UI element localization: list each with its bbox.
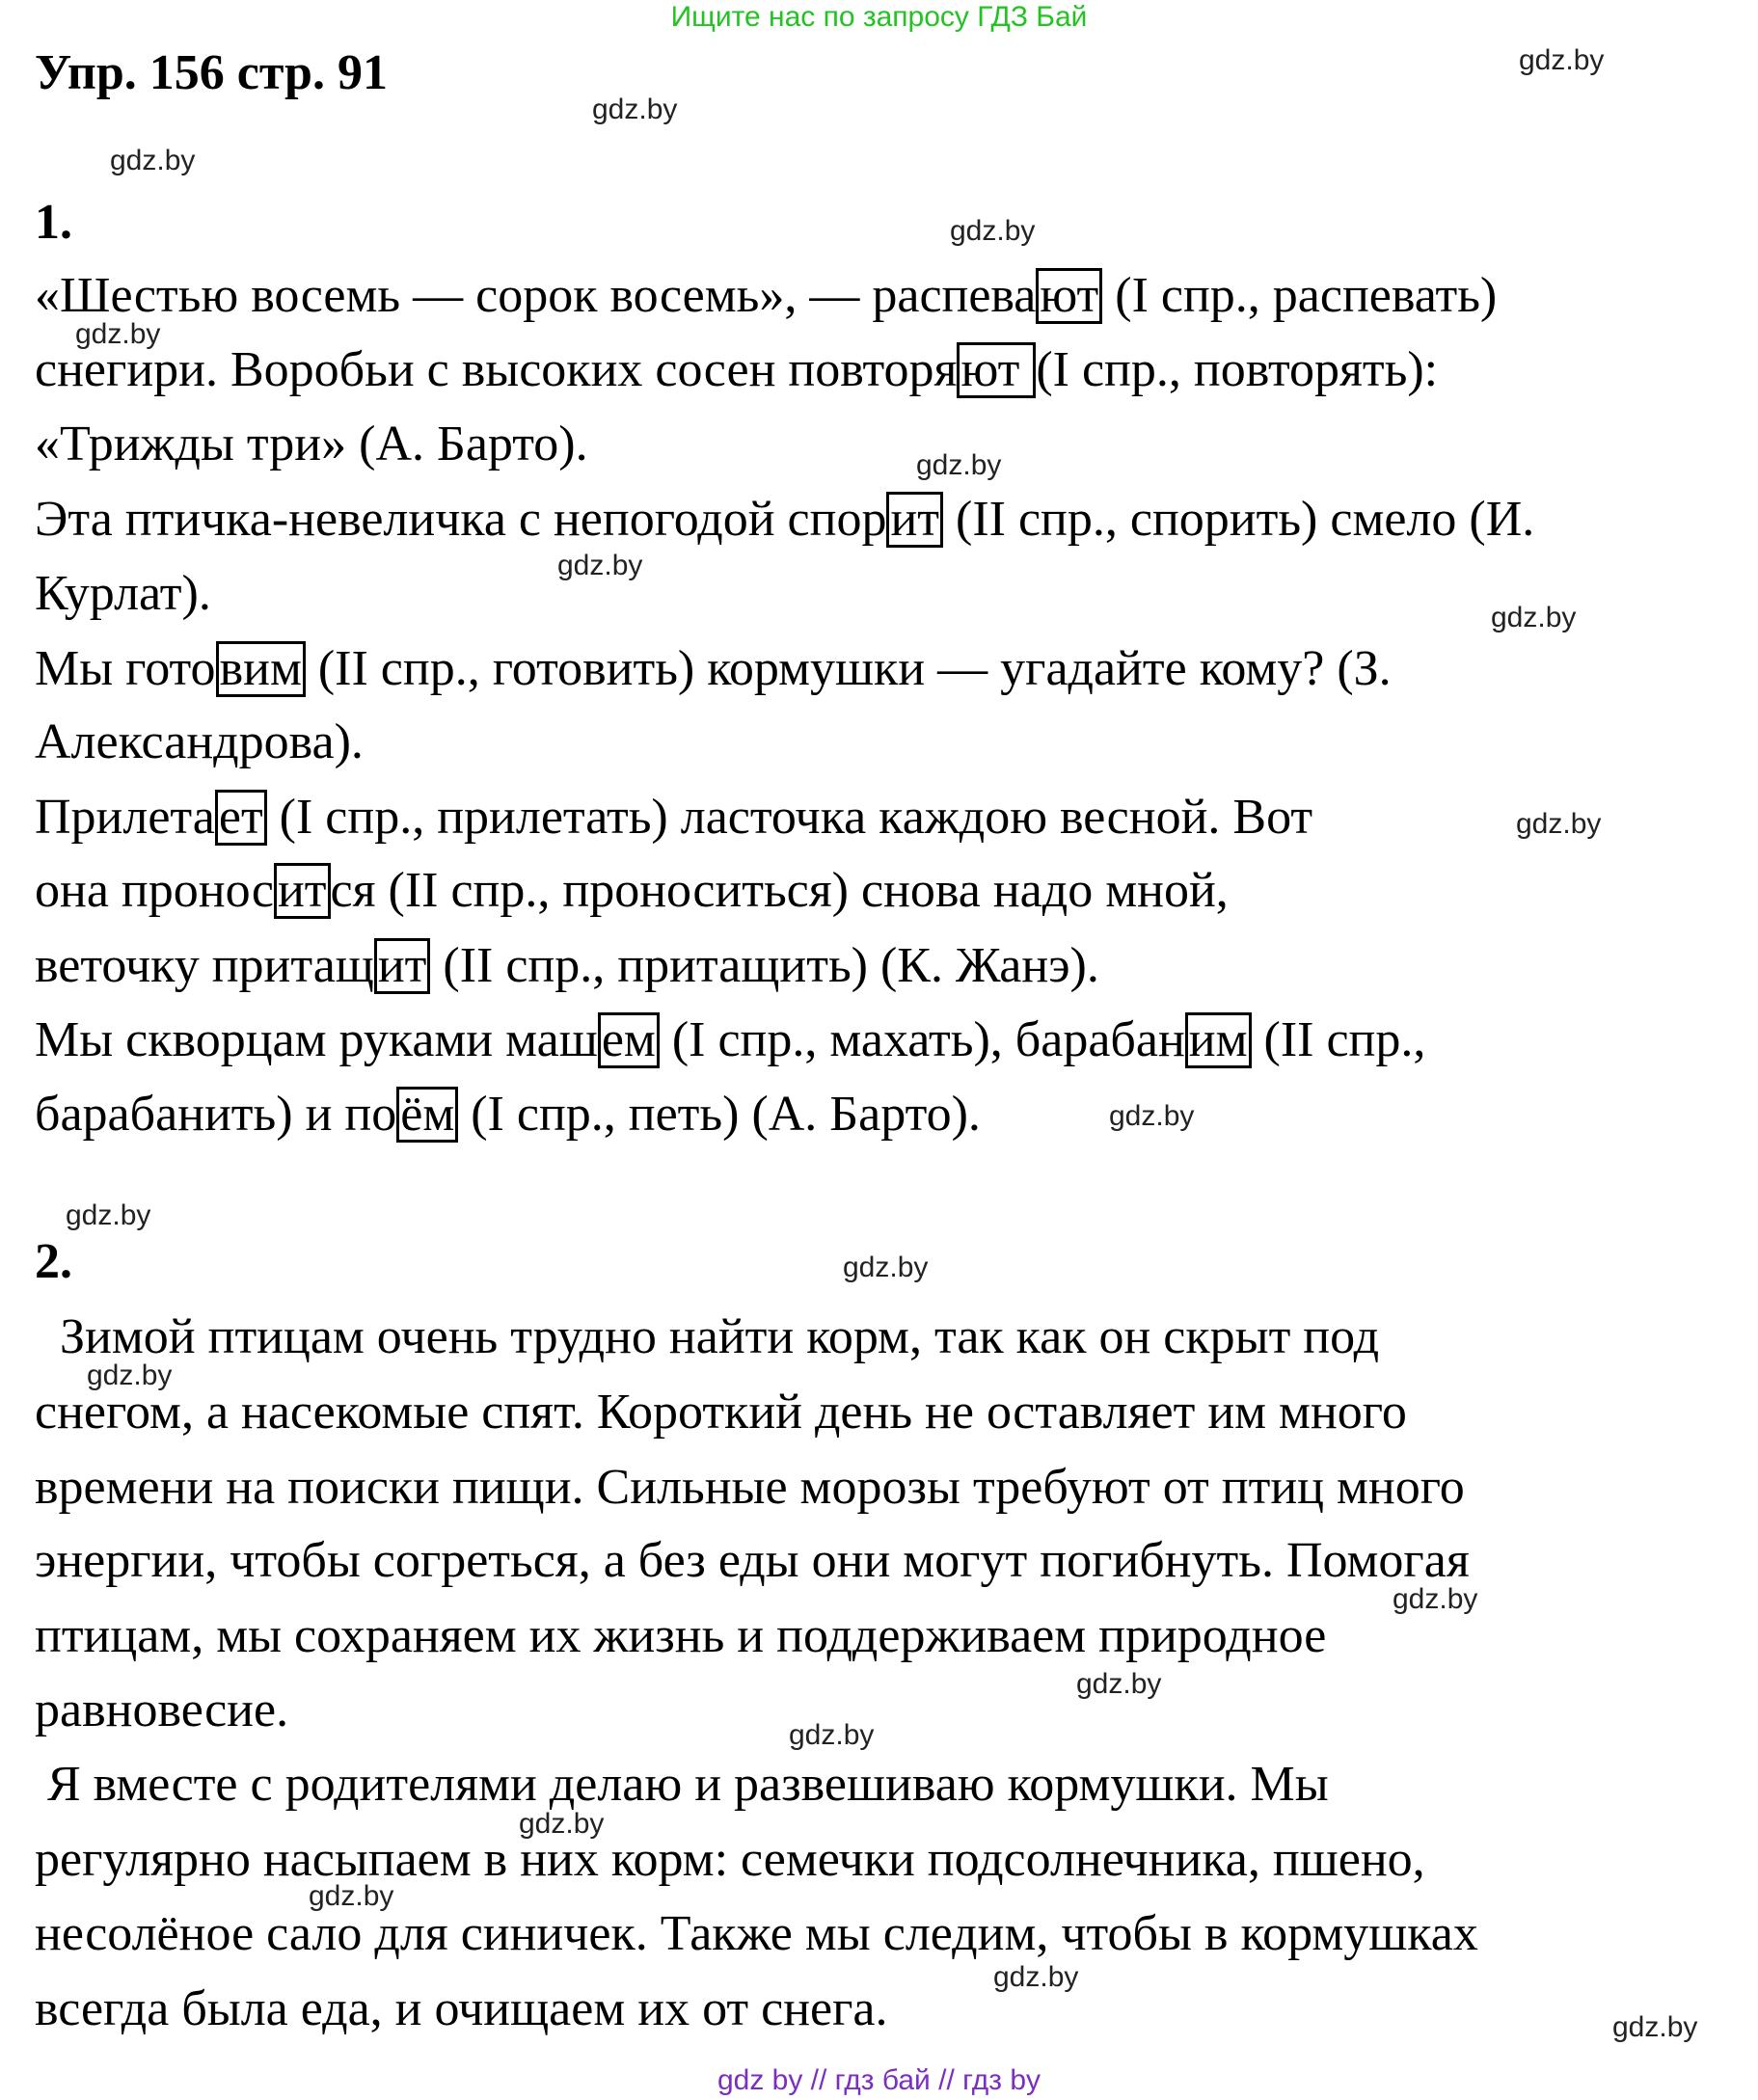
text-segment: Курлат). xyxy=(35,566,211,621)
text-segment: Александрова). xyxy=(35,714,364,769)
watermark: gdz.by xyxy=(110,145,196,176)
watermark: gdz.by xyxy=(1519,44,1605,76)
watermark: gdz.by xyxy=(1109,1100,1195,1132)
text-segment: времени на поиски пищи. Сильные морозы требуют от птиц много xyxy=(35,1460,1465,1515)
text-segment: (II спр., притащить) (К. Жанэ). xyxy=(430,938,1099,993)
text-line xyxy=(35,1673,288,1748)
text-line xyxy=(35,1822,1425,1898)
text-line xyxy=(35,1450,1465,1525)
text-segment: Прилета xyxy=(35,790,215,845)
text-segment: барабанить) и по xyxy=(35,1087,397,1142)
boxed-ending: ит xyxy=(274,863,331,919)
text-line xyxy=(35,1897,1478,1972)
text-segment: регулярно насыпаем в них корм: семечки подсолнечника, пшено, xyxy=(35,1832,1425,1887)
text-segment: ся (II спр., проноситься) снова надо мной, xyxy=(330,863,1229,918)
text-line xyxy=(35,556,211,632)
text-segment: (I спр., петь) (А. Барто). xyxy=(458,1087,981,1142)
boxed-ending: им xyxy=(1185,1012,1252,1068)
section-2-number: 2. xyxy=(35,1234,72,1289)
watermark: gdz.by xyxy=(87,1360,173,1391)
text-line xyxy=(35,853,1229,929)
text-segment: равновесие. xyxy=(35,1683,289,1737)
text-segment: (II спр., спорить) смело (И. xyxy=(943,492,1535,547)
text-segment: (II спр., готовить) кормушки — угадайте кому? (З. xyxy=(305,641,1392,696)
page-title: Упр. 156 стр. 91 xyxy=(35,45,388,100)
watermark: gdz.by xyxy=(66,1199,151,1231)
section-1-number: 1. xyxy=(35,195,72,250)
text-segment: «Шестью восемь — сорок восемь», — распева xyxy=(35,268,1037,323)
watermark: gdz.by xyxy=(1393,1583,1478,1615)
watermark: gdz.by xyxy=(1076,1668,1162,1700)
text-line xyxy=(35,1300,1379,1375)
text-segment: веточку притащ xyxy=(35,938,374,993)
watermark: gdz.by xyxy=(592,94,678,125)
boxed-ending: ём xyxy=(396,1087,458,1143)
text-line xyxy=(35,1077,981,1152)
text-segment: (I спр., махать), барабан xyxy=(659,1012,1185,1067)
text-segment: Зимой птицам очень трудно найти корм, так как он скрыт под xyxy=(35,1309,1380,1364)
text-segment: Эта птичка-невеличка с непогодой спор xyxy=(35,492,887,547)
watermark: gdz.by xyxy=(75,318,161,350)
watermark: gdz.by xyxy=(993,1961,1079,1993)
watermark: gdz.by xyxy=(950,215,1036,247)
text-line xyxy=(35,482,1534,557)
boxed-ending: ит xyxy=(374,938,431,994)
watermark: gdz.by xyxy=(1516,808,1602,840)
text-segment: (I спр., прилетать) ласточка каждою весной. Вот xyxy=(266,790,1313,845)
text-line xyxy=(35,1003,1425,1078)
watermark: gdz.by xyxy=(789,1719,875,1751)
footer-links: gdz by // гдз бай // гдз by xyxy=(717,2064,1041,2096)
text-line xyxy=(35,1747,1329,1822)
text-line xyxy=(35,407,588,482)
watermark: gdz.by xyxy=(843,1252,929,1283)
watermark: gdz.by xyxy=(519,1808,605,1840)
search-hint-banner: Ищите нас по запросу ГДЗ Бай xyxy=(670,1,1088,33)
text-line xyxy=(35,1523,1470,1599)
text-line xyxy=(35,1375,1407,1450)
text-line xyxy=(35,705,364,780)
text-segment: Мы гото xyxy=(35,641,216,696)
text-segment: Я вместе с родителями делаю и развешиваю кормушки. Мы xyxy=(35,1757,1329,1812)
watermark: gdz.by xyxy=(1491,602,1577,633)
boxed-ending: ит xyxy=(886,492,943,548)
text-segment: (II спр., xyxy=(1251,1012,1426,1067)
watermark: gdz.by xyxy=(1612,2011,1698,2043)
boxed-ending: ют xyxy=(957,342,1036,398)
text-segment: снегом, а насекомые спят. Короткий день не оставляет им много xyxy=(35,1385,1407,1440)
text-segment: птицам, мы сохраняем их жизнь и поддерживаем природное xyxy=(35,1608,1327,1663)
text-segment: Мы скворцам руками маш xyxy=(35,1012,598,1067)
watermark: gdz.by xyxy=(916,449,1002,481)
text-segment: (I спр., распевать) xyxy=(1102,268,1498,323)
text-segment: несолёное сало для синичек. Также мы следим, чтобы в кормушках xyxy=(35,1906,1478,1961)
text-line xyxy=(35,929,1099,1004)
text-segment: «Трижды три» (А. Барто). xyxy=(35,417,588,471)
text-segment: снегири. Воробьи с высоких сосен повторя xyxy=(35,342,958,397)
text-segment: (I спр., повторять): xyxy=(1036,342,1439,397)
text-segment: она пронос xyxy=(35,863,274,918)
boxed-ending: ют xyxy=(1036,268,1102,324)
watermark: gdz.by xyxy=(557,550,643,581)
text-line xyxy=(35,1599,1326,1674)
text-line xyxy=(35,1972,888,2047)
boxed-ending: ем xyxy=(598,1012,660,1068)
boxed-ending: вим xyxy=(216,641,306,697)
text-line xyxy=(35,333,1438,408)
text-line xyxy=(35,632,1392,707)
text-line xyxy=(35,780,1312,855)
text-line xyxy=(35,258,1497,334)
boxed-ending: ет xyxy=(215,790,267,846)
text-segment: всегда была еда, и очищаем их от снега. xyxy=(35,1981,888,2036)
text-segment: энергии, чтобы согреться, а без еды они могут погибнуть. Помогая xyxy=(35,1533,1470,1588)
watermark: gdz.by xyxy=(309,1880,394,1912)
